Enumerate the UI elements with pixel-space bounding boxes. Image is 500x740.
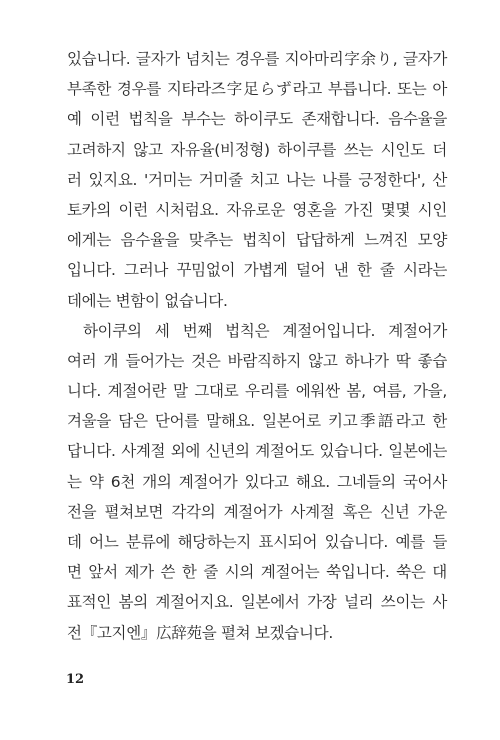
text-line: 토카의 이런 시처럼요. 자유로운 영혼을 가진 몇몇 시인 bbox=[67, 200, 447, 219]
text-line: 니다. 계절어란 말 그대로 우리를 에워싼 봄, 여름, 가을, bbox=[67, 382, 447, 401]
text-line: 는 약 6천 개의 계절어가 있다고 해요. 그네들의 국어사 bbox=[67, 472, 447, 491]
text-line: 면 앞서 제가 쓴 한 줄 시의 계절어는 쑥입니다. 쑥은 대 bbox=[67, 563, 447, 582]
text-line: 예 이런 법칙을 부수는 하이쿠도 존재합니다. 음수율을 bbox=[67, 110, 447, 129]
paragraph-2 bbox=[67, 316, 447, 648]
text-line: 답니다. 사계절 외에 신년의 계절어도 있습니다. 일본에는 bbox=[67, 442, 447, 461]
text-line: 데에는 변함이 없습니다. bbox=[67, 291, 228, 310]
text-line: 부족한 경우를 지타라즈字足らず라고 부릅니다. 또는 아 bbox=[67, 80, 447, 99]
text-line: 전『고지엔』広辞苑을 펼쳐 보겠습니다. bbox=[67, 623, 333, 642]
paragraph-1 bbox=[67, 44, 447, 316]
text-line: 입니다. 그러나 꾸밈없이 가볍게 덜어 낸 한 줄 시라는 bbox=[67, 261, 447, 280]
text-line: 표적인 봄의 계절어지요. 일본에서 가장 널리 쓰이는 사 bbox=[67, 593, 447, 612]
text-line: 러 있지요. '거미는 거미줄 치고 나는 나를 긍정한다', 산 bbox=[67, 170, 447, 189]
text-line: 하이쿠의 세 번째 법칙은 계절어입니다. 계절어가 bbox=[83, 321, 447, 340]
text-line: 있습니다. 글자가 넘치는 경우를 지아마리字余り, 글자가 bbox=[67, 50, 447, 68]
text-line: 에게는 음수율을 맞추는 법칙이 답답하게 느껴진 모양 bbox=[67, 231, 447, 250]
text-line: 여러 개 들어가는 것은 바람직하지 않고 하나가 딱 좋습 bbox=[67, 351, 447, 370]
text-line: 데 어느 분류에 해당하는지 표시되어 있습니다. 예를 들 bbox=[67, 533, 447, 551]
text-line: 전을 펼쳐보면 각각의 계절어가 사계절 혹은 신년 가운 bbox=[67, 502, 447, 521]
text-line: 고려하지 않고 자유율(비정형) 하이쿠를 쓰는 시인도 더 bbox=[67, 140, 447, 159]
text-line: 겨울을 담은 단어를 말해요. 일본어로 키고季語라고 한 bbox=[67, 412, 447, 431]
body-text bbox=[67, 44, 447, 648]
page-number: 12 bbox=[66, 672, 85, 687]
